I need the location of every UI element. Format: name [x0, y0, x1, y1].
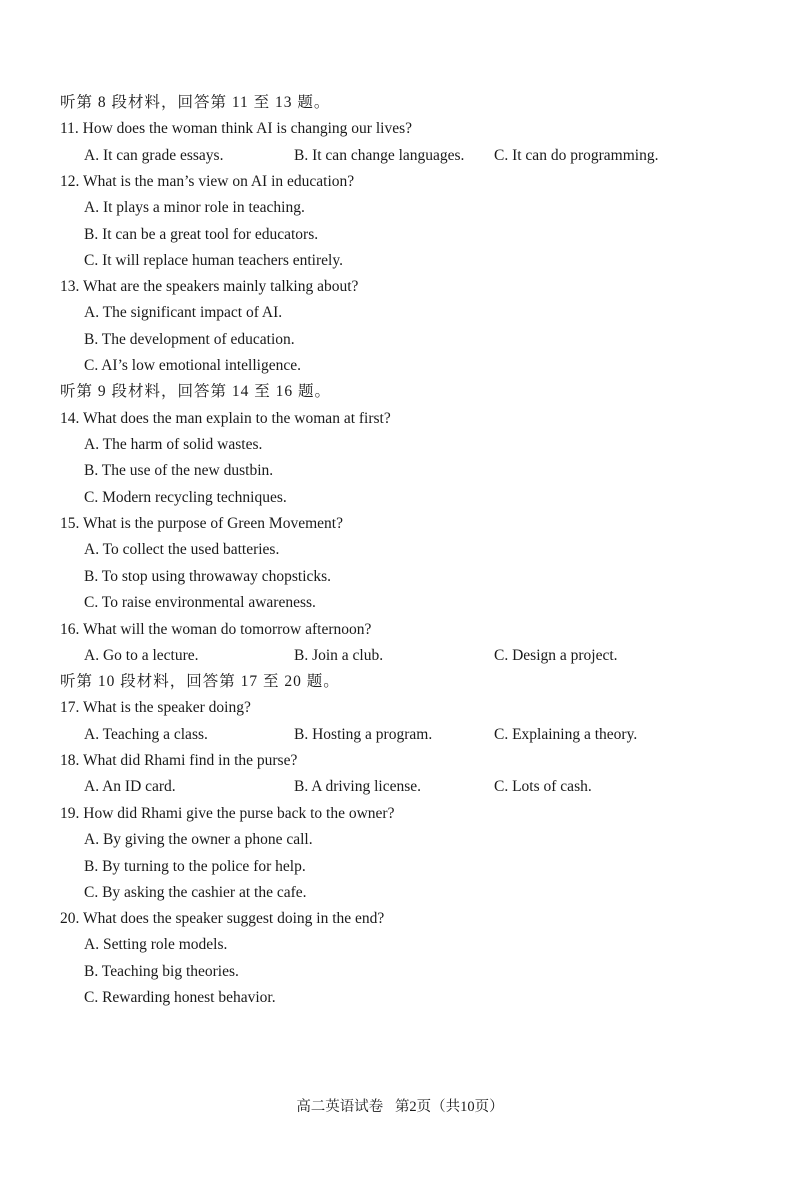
question-18: 18. What did Rhami find in the purse?: [60, 752, 298, 769]
q14-option-b: B. The use of the new dustbin.: [84, 462, 274, 479]
q14-option-a: A. The harm of solid wastes.: [84, 436, 263, 453]
q17-option-b: B. Hosting a program.: [294, 726, 433, 743]
page-footer: [0, 1097, 800, 1117]
exam-title: 高二英语试卷: [296, 1099, 384, 1115]
question-20: 20. What does the speaker suggest doing in the end?: [60, 910, 385, 927]
q19-option-a: A. By giving the owner a phone call.: [84, 831, 313, 848]
question-15: 15. What is the purpose of Green Movement?: [60, 515, 343, 532]
question-11: 11. How does the woman think AI is changing our lives?: [60, 120, 412, 137]
q18-option-c: C. Lots of cash.: [494, 778, 592, 795]
q18-option-b: B. A driving license.: [294, 778, 422, 795]
q18-option-a: A. An ID card.: [84, 778, 176, 795]
q13-option-c: C. AI’s low emotional intelligence.: [84, 357, 301, 374]
q15-option-a: A. To collect the used batteries.: [84, 541, 280, 558]
question-12: 12. What is the man’s view on AI in education?: [60, 173, 355, 190]
q15-option-b: B. To stop using throwaway chopsticks.: [84, 568, 332, 585]
section-heading: 听第 8 段材料，回答第 11 至 13 题。: [60, 94, 331, 111]
q13-option-b: B. The development of education.: [84, 331, 295, 348]
q11-option-c: C. It can do programming.: [494, 147, 659, 164]
question-19: 19. How did Rhami give the purse back to the owner?: [60, 805, 395, 822]
question-13: 13. What are the speakers mainly talking about?: [60, 278, 359, 295]
q13-option-a: A. The significant impact of AI.: [84, 304, 283, 321]
question-16: 16. What will the woman do tomorrow afternoon?: [60, 621, 372, 638]
q14-option-c: C. Modern recycling techniques.: [84, 489, 287, 506]
page-number: 第2页（共10页）: [394, 1099, 504, 1115]
question-14: 14. What does the man explain to the woman at first?: [60, 410, 391, 427]
q17-option-a: A. Teaching a class.: [84, 726, 208, 743]
q15-option-c: C. To raise environmental awareness.: [84, 594, 316, 611]
section-heading: 听第 9 段材料，回答第 14 至 16 题。: [60, 383, 332, 400]
question-17: 17. What is the speaker doing?: [60, 699, 251, 716]
q16-option-c: C. Design a project.: [494, 647, 618, 664]
q17-option-c: C. Explaining a theory.: [494, 726, 638, 743]
section-heading: 听第 10 段材料，回答第 17 至 20 题。: [60, 673, 340, 690]
q20-option-c: C. Rewarding honest behavior.: [84, 989, 276, 1006]
q12-option-c: C. It will replace human teachers entirely.: [84, 252, 343, 269]
q19-option-c: C. By asking the cashier at the cafe.: [84, 884, 307, 901]
q12-option-a: A. It plays a minor role in teaching.: [84, 199, 305, 216]
q11-option-b: B. It can change languages.: [294, 147, 465, 164]
q16-option-a: A. Go to a lecture.: [84, 647, 199, 664]
q20-option-a: A. Setting role models.: [84, 936, 228, 953]
q12-option-b: B. It can be a great tool for educators.: [84, 226, 319, 243]
q16-option-b: B. Join a club.: [294, 647, 384, 664]
q11-option-a: A. It can grade essays.: [84, 147, 224, 164]
q19-option-b: B. By turning to the police for help.: [84, 858, 306, 875]
q20-option-b: B. Teaching big theories.: [84, 963, 239, 980]
